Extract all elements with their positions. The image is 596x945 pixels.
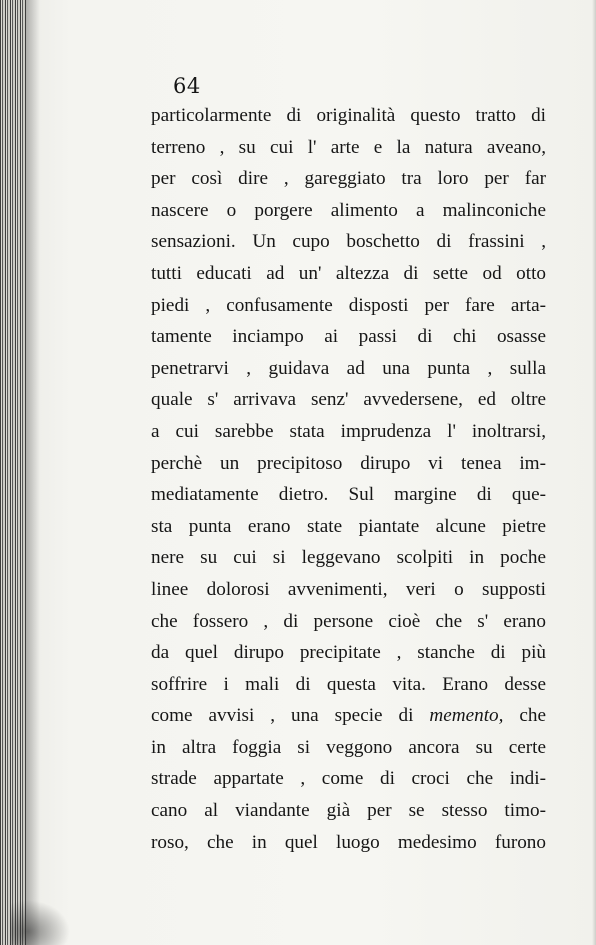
- page-right-edge: [592, 0, 596, 945]
- body-text: [151, 100, 546, 858]
- text-line: terreno , su cui l' arte e la natura aveano,: [151, 136, 546, 158]
- text-line-with-italic: [151, 700, 546, 732]
- page-number: 64: [173, 74, 201, 98]
- text-line: piedi , confusamente disposti per fare arta-: [151, 294, 546, 316]
- text-line: sta punta erano state piantate alcune pietre: [151, 515, 546, 537]
- text-line: da quel dirupo precipitate , stanche di più: [151, 642, 546, 664]
- text-line: mediatamente dietro. Sul margine di que-: [151, 484, 546, 506]
- text-line: roso, che in quel luogo medesimo furono: [151, 831, 546, 853]
- text-line: strade appartate , come di croci che indi-: [151, 768, 546, 790]
- text-segment: come avvisi , una specie di: [151, 705, 414, 727]
- binding-shadow: [26, 0, 40, 945]
- text-line: particolarmente di originalità questo tratto di: [151, 105, 546, 126]
- book-binding-edge: [0, 0, 26, 945]
- text-line: nere su cui si leggevano scolpiti in poche: [151, 547, 546, 569]
- text-line: cano al viandante già per se stesso timo-: [151, 800, 546, 822]
- text-line: soffrire i mali di questa vita. Erano desse: [151, 673, 546, 695]
- text-line: nascere o porgere alimento a malinconiche: [151, 199, 546, 221]
- text-line: in altra foggia si veggono ancora su certe: [151, 736, 546, 758]
- text-segment: che: [519, 705, 547, 727]
- text-line: penetrarvi , guidava ad una punta , sulla: [151, 357, 546, 379]
- italic-word: memento,: [429, 705, 504, 727]
- text-line: tutti educati ad un' altezza di sette od otto: [151, 262, 546, 284]
- text-line: quale s' arrivava senz' avvedersene, ed oltre: [151, 389, 546, 411]
- text-line: linee dolorosi avvenimenti, veri o supposti: [151, 578, 546, 600]
- text-line: a cui sarebbe stata imprudenza l' inoltrarsi,: [151, 420, 546, 442]
- text-line: per così dire , gareggiato tra loro per far: [151, 168, 546, 190]
- corner-smudge: [10, 900, 70, 945]
- text-line: che fossero , di persone cioè che s' erano: [151, 610, 546, 632]
- text-line: sensazioni. Un cupo boschetto di frassini ,: [151, 231, 546, 253]
- text-line: perchè un precipitoso dirupo vi tenea im-: [151, 452, 546, 474]
- text-line: tamente inciampo ai passi di chi osasse: [151, 326, 546, 348]
